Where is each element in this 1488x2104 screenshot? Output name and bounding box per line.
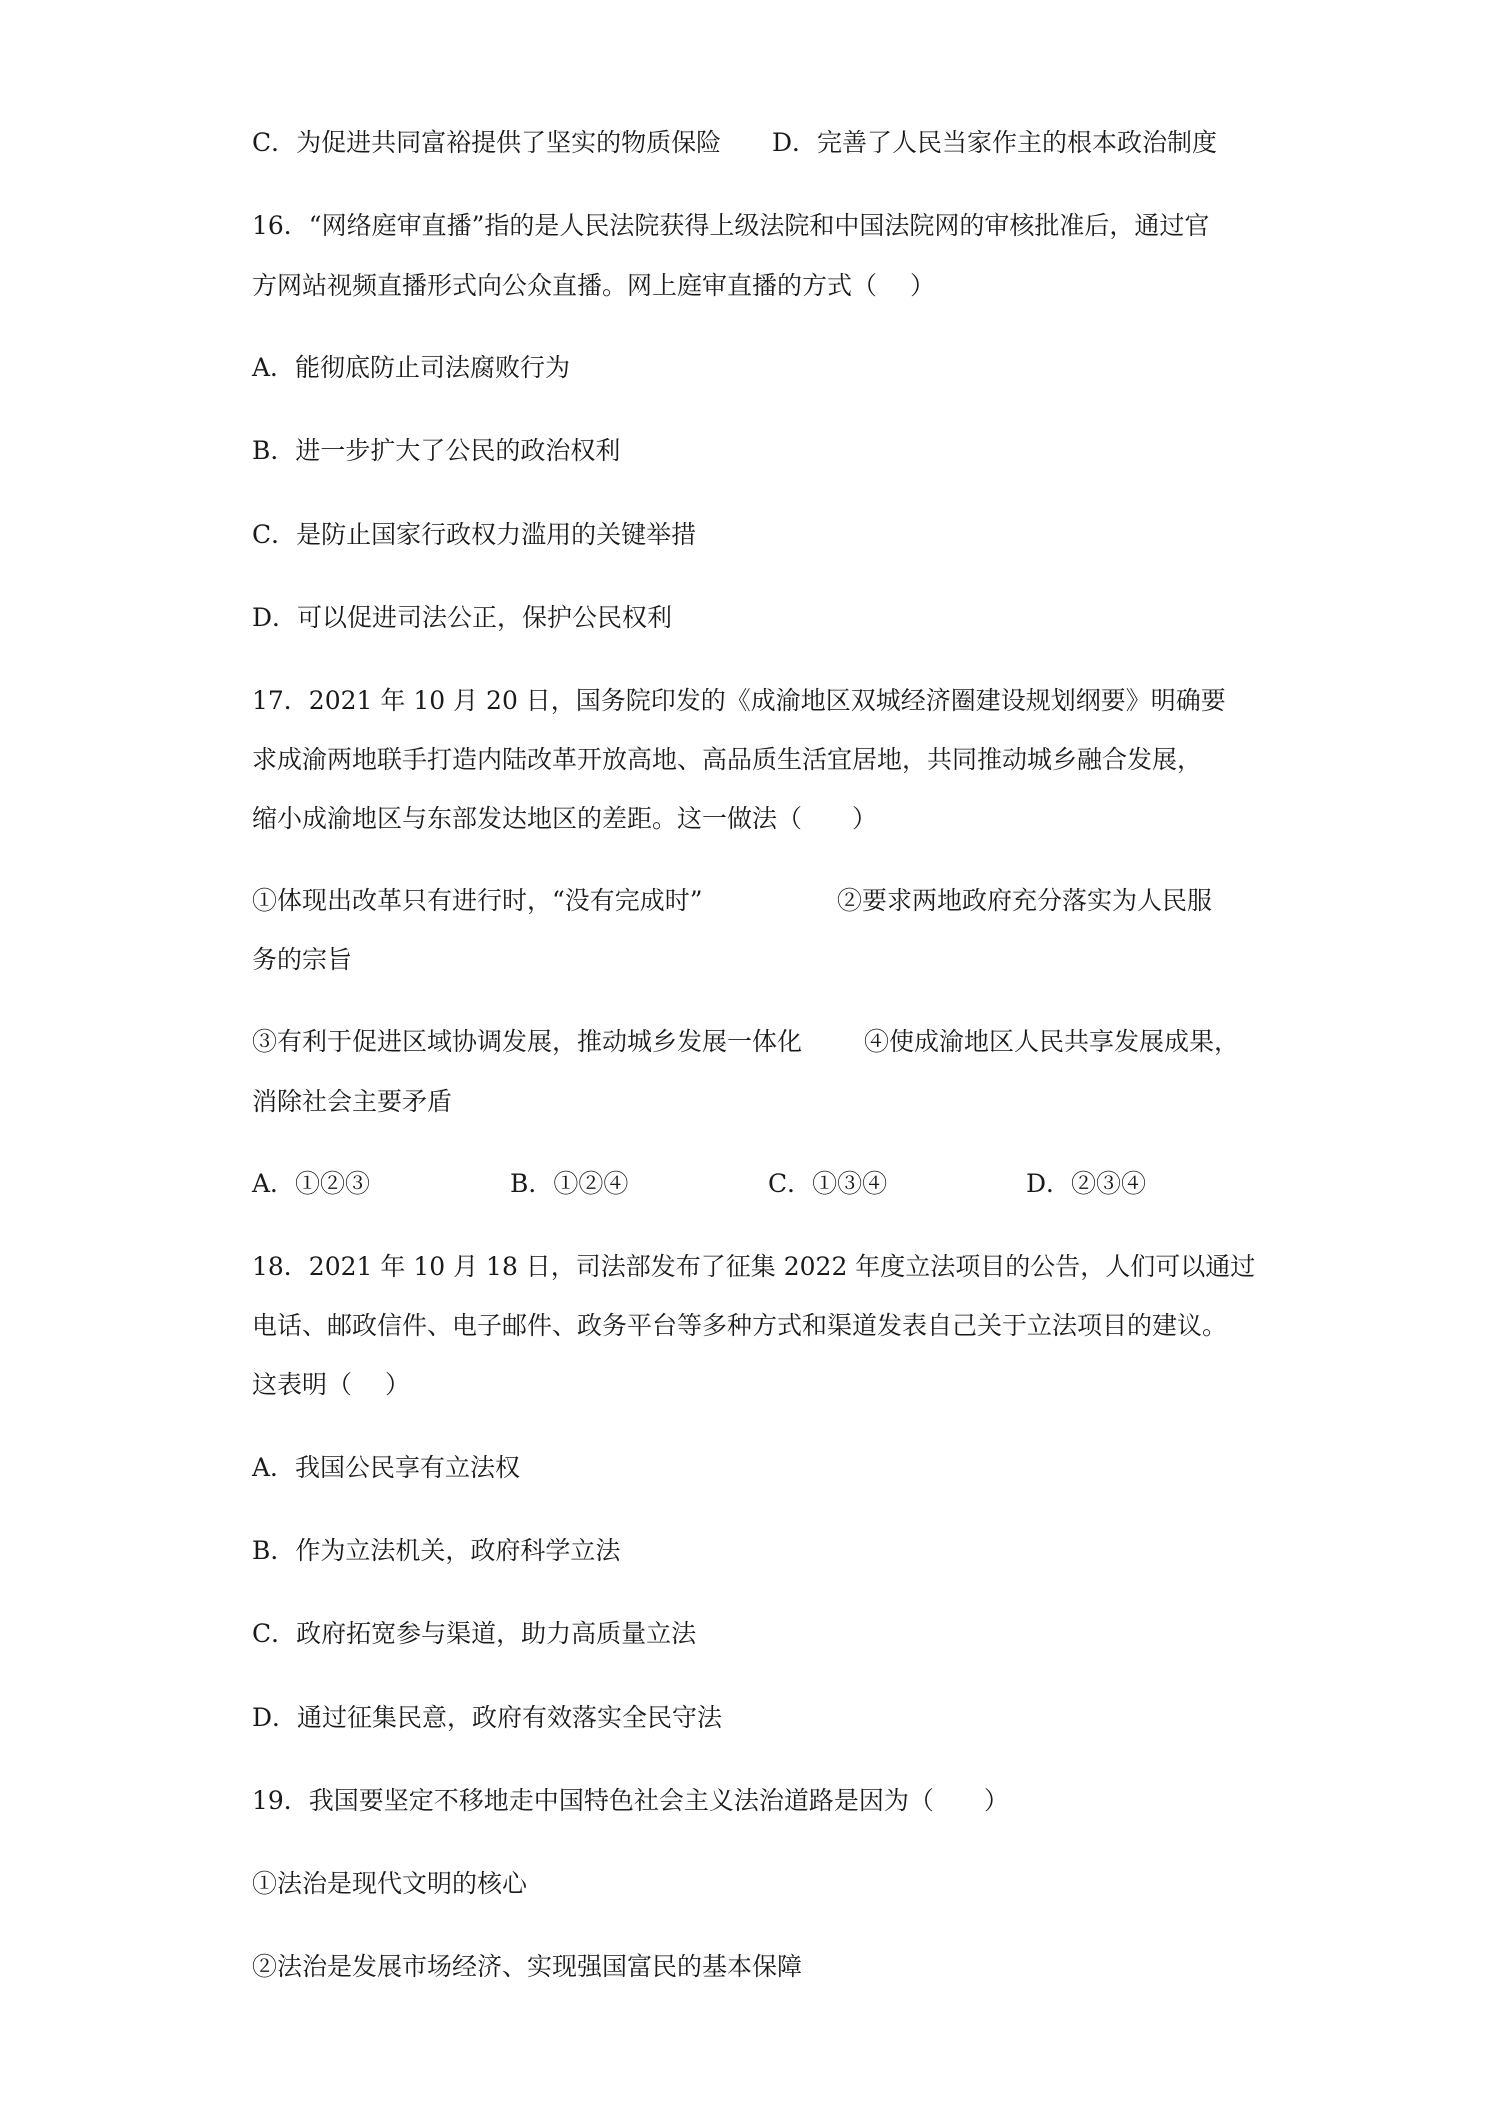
q17-stem-line2: 求成渝两地联手打造内陆改革开放高地、高品质生活宜居地，共同推动城乡融合发展， [252, 745, 1203, 774]
q17-item1: ①体现出改革只有进行时，“没有完成时” [252, 886, 703, 915]
q17-item2-part1: ②要求两地政府充分落实为人民服 [837, 886, 1213, 915]
q16-option-a: A．能彻底防止司法腐败行为 [252, 353, 571, 382]
q17-stem-line3: 缩小成渝地区与东部发达地区的差距。这一做法（ ） [252, 804, 878, 833]
q17-item4-part1: ④使成渝地区人民共享发展成果， [864, 1027, 1240, 1056]
q16-option-b: B．进一步扩大了公民的政治权利 [252, 436, 621, 465]
q18-option-c: C．政府拓宽参与渠道，助力高质量立法 [252, 1619, 697, 1648]
q17-option-d: D．②③④ [1026, 1169, 1147, 1198]
q16-option-c: C．是防止国家行政权力滥用的关键举措 [252, 520, 697, 549]
q19-item2: ②法治是发展市场经济、实现强国富民的基本保障 [252, 1952, 803, 1981]
q17-option-c: C．①③④ [768, 1169, 888, 1198]
q15-option-d: D．完善了人民当家作主的根本政治制度 [772, 128, 1218, 157]
q16-stem-line2: 方网站视频直播形式向公众直播。网上庭审直播的方式（ ） [252, 271, 935, 300]
q19-item1: ①法治是现代文明的核心 [252, 1869, 528, 1898]
q16-option-d: D．可以促进司法公正，保护公民权利 [252, 603, 673, 632]
q18-option-d: D．通过征集民意，政府有效落实全民守法 [252, 1703, 723, 1732]
q18-stem-line3: 这表明（ ） [252, 1370, 410, 1399]
q17-stem-line1: 17．2021 年 10 月 20 日，国务院印发的《成渝地区双城经济圈建设规划纲要》明确要 [252, 686, 1226, 715]
q17-option-b: B．①②④ [510, 1169, 629, 1198]
q19-stem-line1: 19．我国要坚定不移地走中国特色社会主义法治道路是因为（ ） [252, 1786, 1009, 1815]
q18-option-b: B．作为立法机关，政府科学立法 [252, 1536, 621, 1565]
q17-item3: ③有利于促进区域协调发展，推动城乡发展一体化 [252, 1027, 803, 1056]
q18-stem-line1: 18．2021 年 10 月 18 日，司法部发布了征集 2022 年度立法项目的公告，人们可以通过 [252, 1252, 1256, 1281]
q18-stem-line2: 电话、邮政信件、电子邮件、政务平台等多种方式和渠道发表自己关于立法项目的建议。 [252, 1311, 1228, 1340]
q17-item2-part2: 务的宗旨 [252, 945, 353, 974]
q17-option-a: A．①②③ [252, 1169, 371, 1198]
q17-item4-part2: 消除社会主要矛盾 [252, 1087, 453, 1116]
q15-option-c: C．为促进共同富裕提供了坚实的物质保险 [252, 128, 722, 157]
q16-stem-line1: 16．“网络庭审直播”指的是人民法院获得上级法院和中国法院网的审核批准后，通过官 [252, 211, 1210, 240]
q18-option-a: A．我国公民享有立法权 [252, 1453, 521, 1482]
